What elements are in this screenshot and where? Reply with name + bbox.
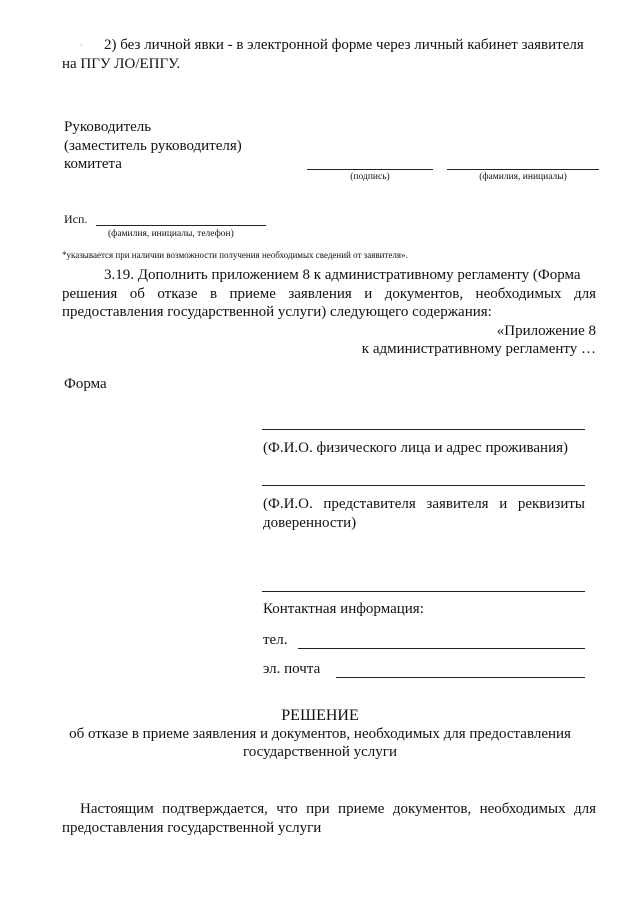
- form-label: Форма: [64, 376, 107, 392]
- executor-caption: (фамилия, инициалы, телефон): [108, 229, 234, 239]
- representative-line: [262, 485, 585, 486]
- decision-body-line1: Настоящим подтверждается, что при приеме документов, необходимых для: [80, 801, 596, 817]
- person-line: [262, 429, 585, 430]
- appendix-subtitle: к административному регламенту …: [361, 341, 596, 357]
- signature-line: [307, 169, 433, 170]
- decision-subtitle-line1: об отказе в приеме заявления и документов, необходимых для предоставления: [69, 726, 571, 742]
- amendment-line1: 3.19. Дополнить приложением 8 к административному регламенту (Форма: [104, 267, 581, 283]
- amendment-line2: решения об отказе в приеме заявления и документов, необходимых для: [62, 286, 596, 302]
- decision-body-line2: предоставления государственной услуги: [62, 820, 322, 836]
- intro-item2-line1: 2) без личной явки - в электронной форме через личный кабинет заявителя: [104, 37, 584, 53]
- signature-caption: (подпись): [350, 172, 390, 182]
- email-line: [336, 677, 585, 678]
- executor-line: [96, 225, 266, 226]
- name-caption: (фамилия, инициалы): [479, 172, 567, 182]
- person-caption: (Ф.И.О. физического лица и адрес проживания): [263, 440, 568, 456]
- phone-line: [298, 648, 585, 649]
- appendix-title: «Приложение 8: [496, 323, 596, 339]
- representative-caption-line2: доверенности): [263, 515, 357, 531]
- signer-role-line1: Руководитель: [64, 119, 152, 135]
- footnote: *указывается при наличии возможности получения необходимых сведений от заявителя».: [62, 250, 408, 260]
- signer-role-line2: (заместитель руководителя): [64, 138, 242, 154]
- signer-role-line3: комитета: [64, 156, 122, 172]
- name-line: [447, 169, 599, 170]
- address-line: [262, 591, 585, 592]
- intro-item2-line2: на ПГУ ЛО/ЕПГУ.: [62, 56, 181, 72]
- scan-speck: ·: [80, 41, 83, 50]
- executor-label: Исп.: [64, 212, 88, 226]
- contact-label: Контактная информация:: [263, 601, 424, 617]
- representative-caption-line1: (Ф.И.О. представителя заявителя и реквизиты: [263, 496, 585, 512]
- decision-subtitle-line2: государственной услуги: [243, 744, 397, 760]
- phone-label: тел.: [263, 632, 288, 648]
- amendment-line3: предоставления государственной услуги) следующего содержания:: [62, 304, 492, 320]
- email-label: эл. почта: [263, 661, 321, 677]
- decision-title: РЕШЕНИЕ: [281, 707, 359, 724]
